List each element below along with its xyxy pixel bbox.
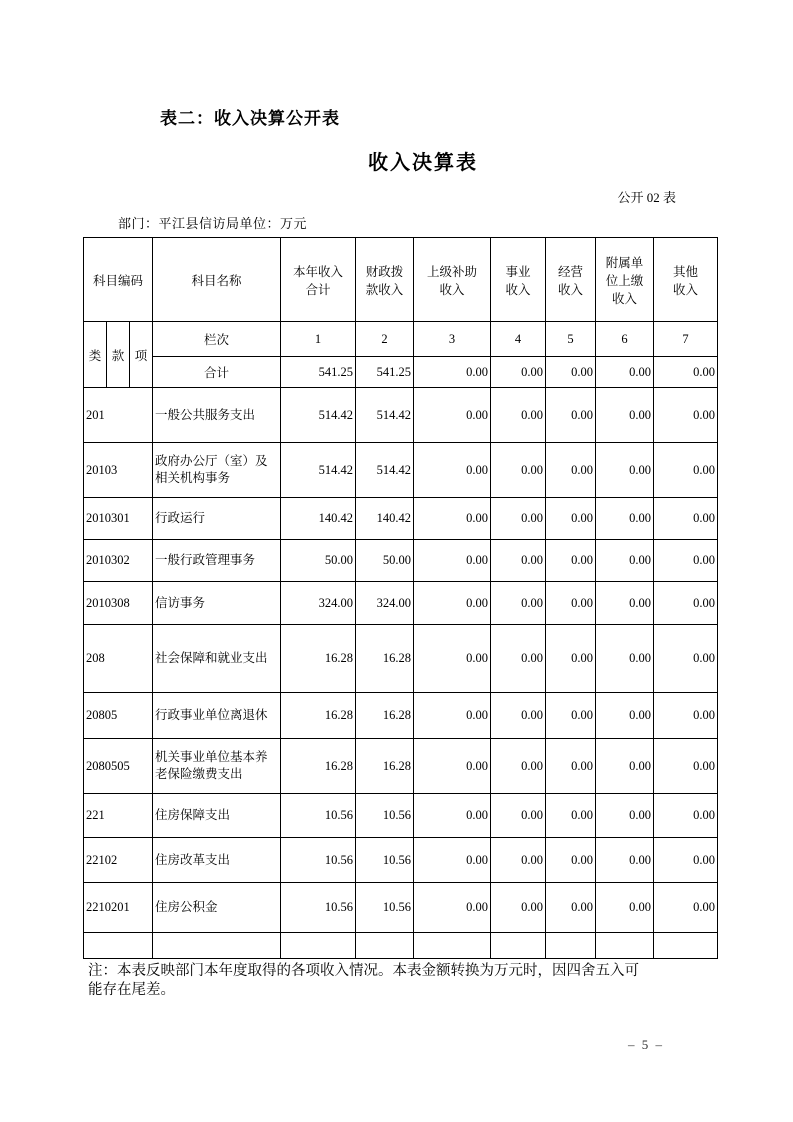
amount-cell: 0.00 bbox=[491, 540, 546, 582]
subject-code: 2010301 bbox=[84, 498, 153, 540]
table-body bbox=[84, 388, 718, 959]
total-value: 541.25 bbox=[281, 357, 356, 388]
amount-cell: 10.56 bbox=[356, 794, 414, 838]
amount-cell: 0.00 bbox=[596, 883, 654, 933]
department-line: 部门：平江县信访局单位：万元 bbox=[118, 216, 308, 231]
col-header-subject-name: 科目名称 bbox=[153, 238, 281, 322]
total-value: 0.00 bbox=[546, 357, 596, 388]
amount-cell bbox=[654, 933, 718, 959]
amount-cell: 0.00 bbox=[491, 739, 546, 794]
amount-cell: 0.00 bbox=[596, 693, 654, 739]
table-code-label: 公开 02 表 bbox=[617, 190, 676, 205]
amount-cell: 0.00 bbox=[596, 498, 654, 540]
amount-cell: 0.00 bbox=[414, 794, 491, 838]
amount-cell: 16.28 bbox=[356, 625, 414, 693]
amount-cell: 0.00 bbox=[596, 739, 654, 794]
amount-cell: 0.00 bbox=[546, 443, 596, 498]
total-label: 合计 bbox=[153, 357, 281, 388]
amount-cell: 0.00 bbox=[596, 794, 654, 838]
amount-cell: 10.56 bbox=[356, 838, 414, 883]
subject-code: 20805 bbox=[84, 693, 153, 739]
subject-name: 社会保障和就业支出 bbox=[153, 625, 281, 693]
amount-cell: 0.00 bbox=[414, 883, 491, 933]
amount-cell: 0.00 bbox=[654, 540, 718, 582]
column-index-row bbox=[84, 322, 718, 357]
amount-cell: 0.00 bbox=[414, 388, 491, 443]
amount-cell: 514.42 bbox=[281, 443, 356, 498]
amount-cell: 0.00 bbox=[654, 582, 718, 625]
amount-cell: 0.00 bbox=[596, 625, 654, 693]
subject-name: 政府办公厅（室）及相关机构事务 bbox=[153, 443, 281, 498]
subject-code: 208 bbox=[84, 625, 153, 693]
total-value: 0.00 bbox=[414, 357, 491, 388]
header-row bbox=[84, 238, 718, 322]
amount-cell: 0.00 bbox=[491, 625, 546, 693]
subject-code: 221 bbox=[84, 794, 153, 838]
amount-cell: 140.42 bbox=[281, 498, 356, 540]
subject-code: 201 bbox=[84, 388, 153, 443]
subject-code: 20103 bbox=[84, 443, 153, 498]
amount-cell: 0.00 bbox=[414, 540, 491, 582]
col-index: 7 bbox=[654, 322, 718, 357]
income-table bbox=[83, 237, 718, 959]
amount-cell: 0.00 bbox=[491, 443, 546, 498]
amount-cell: 0.00 bbox=[654, 498, 718, 540]
amount-cell: 0.00 bbox=[414, 693, 491, 739]
subject-name: 信访事务 bbox=[153, 582, 281, 625]
col-header-total-income: 本年收入 合计 bbox=[281, 238, 356, 322]
col-index: 2 bbox=[356, 322, 414, 357]
amount-cell: 0.00 bbox=[546, 540, 596, 582]
subject-code: 2210201 bbox=[84, 883, 153, 933]
amount-cell: 0.00 bbox=[491, 838, 546, 883]
col-header-operating-income: 经营 收入 bbox=[546, 238, 596, 322]
subject-code: 22102 bbox=[84, 838, 153, 883]
amount-cell: 0.00 bbox=[546, 739, 596, 794]
table-caption: 表二：收入决算公开表 bbox=[160, 109, 340, 128]
amount-cell: 0.00 bbox=[491, 388, 546, 443]
table-row bbox=[84, 582, 718, 625]
amount-cell: 10.56 bbox=[356, 883, 414, 933]
table-row bbox=[84, 498, 718, 540]
amount-cell: 10.56 bbox=[281, 883, 356, 933]
col-index: 6 bbox=[596, 322, 654, 357]
amount-cell: 0.00 bbox=[414, 498, 491, 540]
amount-cell: 16.28 bbox=[356, 739, 414, 794]
amount-cell: 0.00 bbox=[546, 582, 596, 625]
total-row bbox=[84, 357, 718, 388]
table-row bbox=[84, 883, 718, 933]
amount-cell: 0.00 bbox=[654, 388, 718, 443]
amount-cell bbox=[281, 933, 356, 959]
amount-cell: 16.28 bbox=[281, 625, 356, 693]
col-header-fiscal-appropriation: 财政拨 款收入 bbox=[356, 238, 414, 322]
amount-cell: 0.00 bbox=[596, 838, 654, 883]
amount-cell: 0.00 bbox=[596, 540, 654, 582]
amount-cell: 50.00 bbox=[281, 540, 356, 582]
amount-cell: 0.00 bbox=[654, 838, 718, 883]
amount-cell bbox=[414, 933, 491, 959]
table-row bbox=[84, 443, 718, 498]
table-row bbox=[84, 388, 718, 443]
amount-cell: 0.00 bbox=[654, 883, 718, 933]
sub-header-xiang: 项 bbox=[130, 322, 153, 388]
amount-cell: 0.00 bbox=[546, 625, 596, 693]
amount-cell: 324.00 bbox=[356, 582, 414, 625]
subject-name: 住房公积金 bbox=[153, 883, 281, 933]
lanci-label: 栏次 bbox=[153, 322, 281, 357]
col-index: 5 bbox=[546, 322, 596, 357]
amount-cell: 16.28 bbox=[281, 739, 356, 794]
col-index: 4 bbox=[491, 322, 546, 357]
amount-cell: 16.28 bbox=[356, 693, 414, 739]
col-header-business-income: 事业 收入 bbox=[491, 238, 546, 322]
amount-cell: 0.00 bbox=[654, 693, 718, 739]
amount-cell: 10.56 bbox=[281, 838, 356, 883]
amount-cell: 50.00 bbox=[356, 540, 414, 582]
col-header-subject-code: 科目编码 bbox=[84, 238, 153, 322]
amount-cell: 0.00 bbox=[491, 794, 546, 838]
amount-cell bbox=[491, 933, 546, 959]
amount-cell: 514.42 bbox=[356, 443, 414, 498]
amount-cell: 16.28 bbox=[281, 693, 356, 739]
subject-code bbox=[84, 933, 153, 959]
table-row bbox=[84, 693, 718, 739]
subject-name: 住房保障支出 bbox=[153, 794, 281, 838]
amount-cell: 0.00 bbox=[414, 582, 491, 625]
table-row bbox=[84, 933, 718, 959]
amount-cell: 0.00 bbox=[546, 883, 596, 933]
table-row bbox=[84, 794, 718, 838]
amount-cell: 10.56 bbox=[281, 794, 356, 838]
subject-name: 机关事业单位基本养老保险缴费支出 bbox=[153, 739, 281, 794]
amount-cell: 0.00 bbox=[414, 625, 491, 693]
subject-name: 一般公共服务支出 bbox=[153, 388, 281, 443]
amount-cell: 0.00 bbox=[596, 388, 654, 443]
subject-name: 行政运行 bbox=[153, 498, 281, 540]
table-row bbox=[84, 739, 718, 794]
amount-cell: 0.00 bbox=[491, 883, 546, 933]
amount-cell: 0.00 bbox=[654, 443, 718, 498]
amount-cell: 514.42 bbox=[281, 388, 356, 443]
subject-name: 住房改革支出 bbox=[153, 838, 281, 883]
col-index: 3 bbox=[414, 322, 491, 357]
amount-cell: 324.00 bbox=[281, 582, 356, 625]
amount-cell: 0.00 bbox=[546, 388, 596, 443]
amount-cell: 0.00 bbox=[414, 739, 491, 794]
amount-cell: 0.00 bbox=[491, 693, 546, 739]
total-value: 541.25 bbox=[356, 357, 414, 388]
subject-code: 2010308 bbox=[84, 582, 153, 625]
amount-cell: 0.00 bbox=[546, 838, 596, 883]
amount-cell: 0.00 bbox=[654, 625, 718, 693]
table-row bbox=[84, 838, 718, 883]
sub-header-kuan: 款 bbox=[107, 322, 130, 388]
amount-cell bbox=[546, 933, 596, 959]
col-index: 1 bbox=[281, 322, 356, 357]
sub-header-lei: 类 bbox=[84, 322, 107, 388]
total-value: 0.00 bbox=[491, 357, 546, 388]
footnote: 注：本表反映部门本年度取得的各项收入情况。本表金额转换为万元时，因四舍五入可 能存在尾差。 bbox=[88, 963, 639, 998]
amount-cell: 0.00 bbox=[491, 582, 546, 625]
amount-cell: 140.42 bbox=[356, 498, 414, 540]
page-title: 收入决算表 bbox=[368, 152, 478, 174]
amount-cell: 0.00 bbox=[546, 794, 596, 838]
amount-cell: 0.00 bbox=[414, 838, 491, 883]
amount-cell: 0.00 bbox=[414, 443, 491, 498]
table-row bbox=[84, 540, 718, 582]
amount-cell bbox=[356, 933, 414, 959]
subject-code: 2080505 bbox=[84, 739, 153, 794]
subject-name: 一般行政管理事务 bbox=[153, 540, 281, 582]
subject-name: 行政事业单位离退休 bbox=[153, 693, 281, 739]
amount-cell: 0.00 bbox=[654, 739, 718, 794]
total-value: 0.00 bbox=[596, 357, 654, 388]
amount-cell: 0.00 bbox=[546, 498, 596, 540]
table-row bbox=[84, 625, 718, 693]
col-header-superior-subsidy: 上级补助 收入 bbox=[414, 238, 491, 322]
amount-cell: 0.00 bbox=[491, 498, 546, 540]
total-value: 0.00 bbox=[654, 357, 718, 388]
amount-cell: 0.00 bbox=[654, 794, 718, 838]
subject-code: 2010302 bbox=[84, 540, 153, 582]
col-header-other-income: 其他 收入 bbox=[654, 238, 718, 322]
amount-cell: 0.00 bbox=[546, 693, 596, 739]
col-header-affiliate-remit: 附属单 位上缴 收入 bbox=[596, 238, 654, 322]
page-number: – 5 – bbox=[628, 1037, 664, 1052]
amount-cell: 0.00 bbox=[596, 443, 654, 498]
amount-cell: 514.42 bbox=[356, 388, 414, 443]
amount-cell: 0.00 bbox=[596, 582, 654, 625]
subject-name bbox=[153, 933, 281, 959]
amount-cell bbox=[596, 933, 654, 959]
